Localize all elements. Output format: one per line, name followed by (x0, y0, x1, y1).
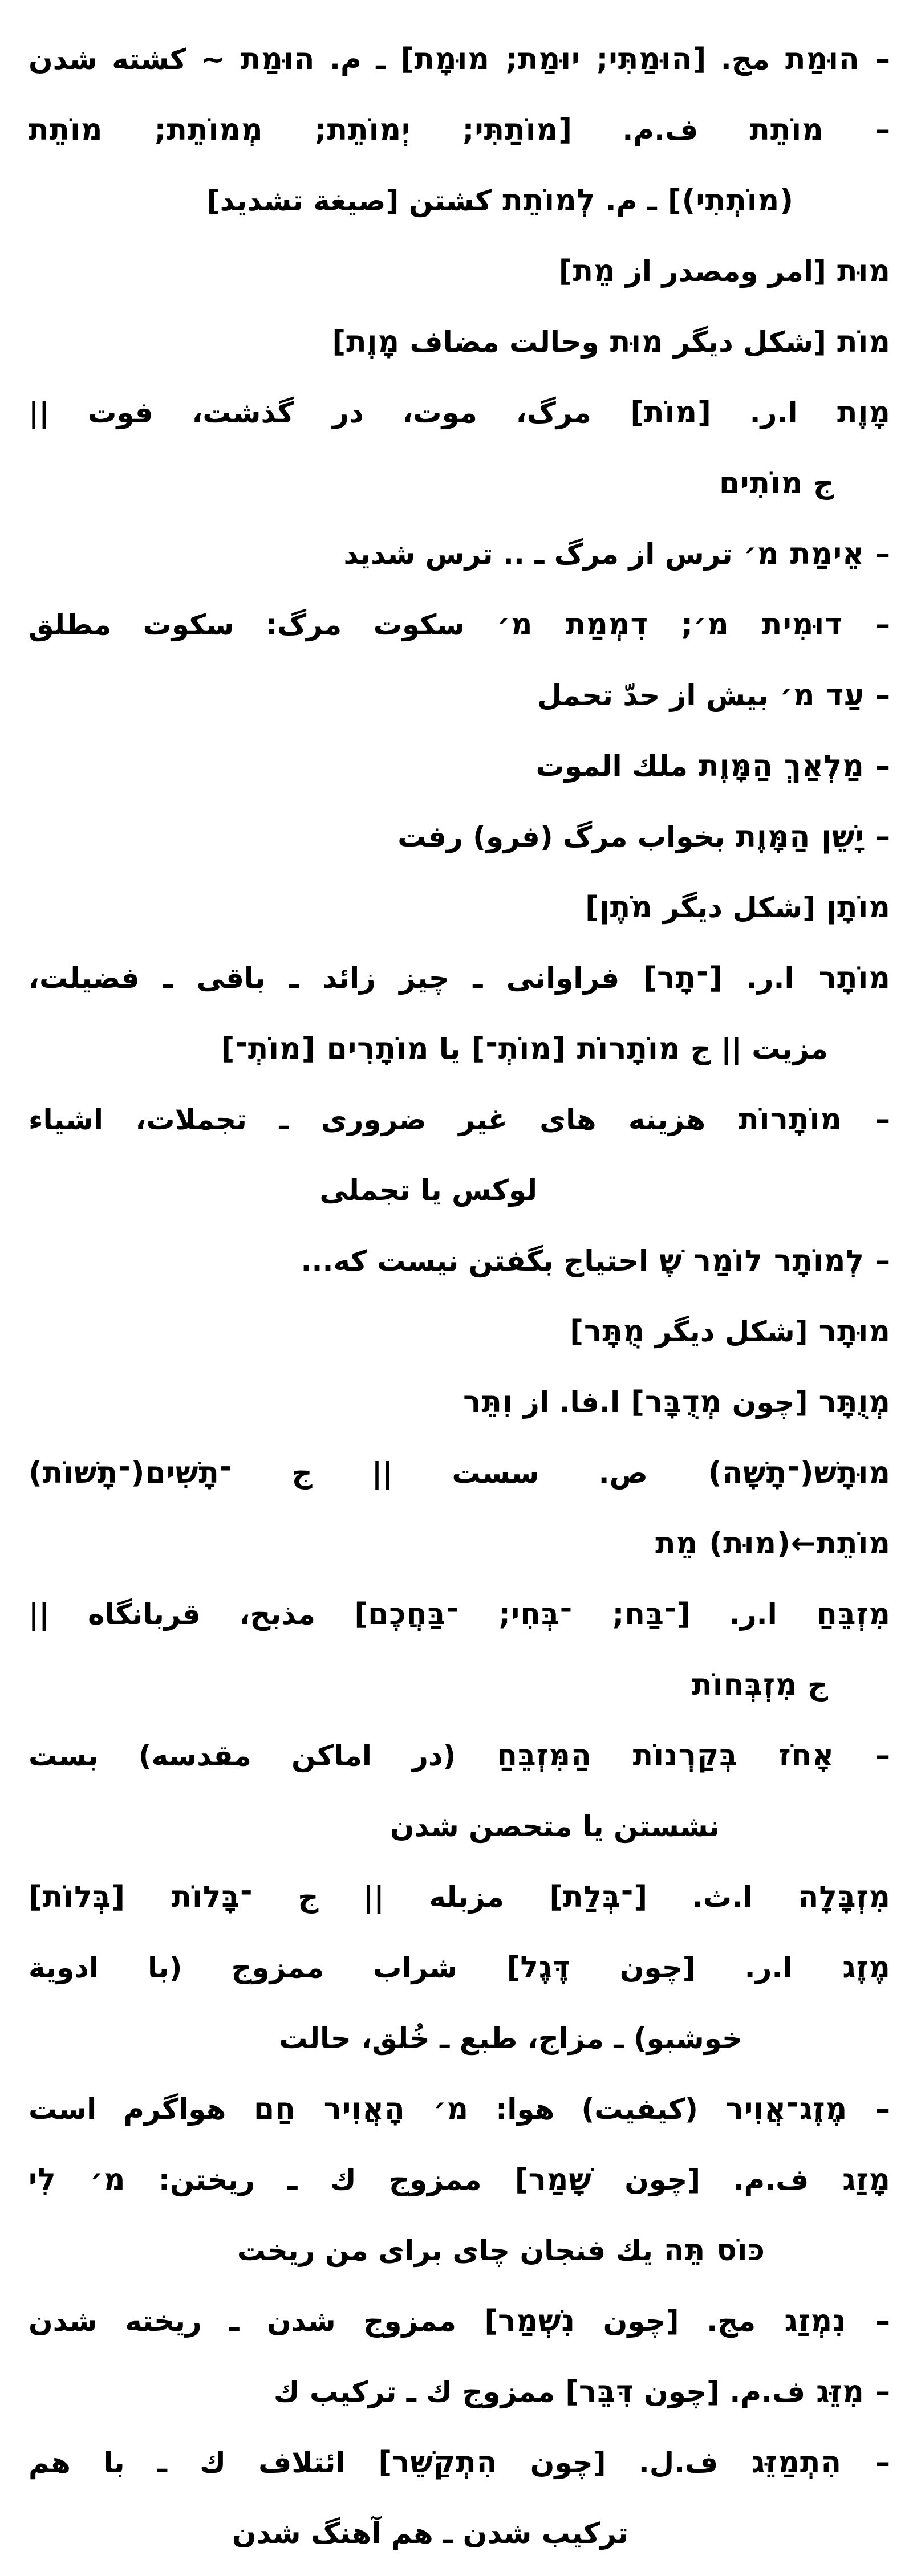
persian-text: ممزوج ك ـ تركيب ك (273, 2375, 555, 2408)
hebrew-text: מְדֻבָּר] (620, 1385, 723, 1419)
persian-text: سكوت مرگ: سكوت مطلق (29, 608, 465, 641)
hebrew-text: – מַלְאַךְ הַמָּוֶת (687, 749, 891, 783)
hebrew-text: מִזְבֵּחַ (777, 1597, 891, 1631)
persian-text: ـ م. (315, 43, 386, 76)
subentry-line (29, 519, 891, 589)
persian-text: ج (797, 1669, 828, 1702)
hebrew-text: מוּת (599, 325, 664, 359)
persian-text: ص. سست || ج (232, 1456, 648, 1490)
subentry-line (29, 24, 891, 95)
persian-text: مج. (706, 43, 770, 76)
persian-text: مج. [چون (575, 2305, 756, 2338)
hebrew-text: מָוֶת (797, 396, 891, 430)
entry-line (29, 1579, 891, 1650)
hebrew-text: – נִמְזַג (756, 2304, 891, 2338)
subentry-line (29, 2427, 891, 2498)
entry-line (29, 1862, 891, 1932)
hebrew-text: – עַד מ׳ (768, 678, 891, 713)
persian-text: يك فنجان چاى براى من ريخت (237, 2234, 653, 2267)
entry-line (29, 872, 891, 943)
hebrew-text: מוֹת (826, 325, 891, 359)
continuation-line (29, 2003, 742, 2074)
continuation-line (29, 448, 834, 519)
persian-text: ا.ر. (691, 1598, 777, 1631)
persian-text: ف.م. (571, 113, 699, 146)
hebrew-text: מוֹתָרִים [מוֹתְ־] (221, 1032, 429, 1066)
persian-text: ج (803, 467, 834, 500)
hebrew-text: וִתֵּר (463, 1385, 513, 1419)
persian-text: ا.ث. (647, 1881, 753, 1914)
entry-line (29, 377, 891, 448)
hebrew-text: כּוֹס תֵּה (652, 2233, 765, 2268)
hebrew-text: – יָשֵׁן הַמָּוֶת (725, 820, 891, 854)
persian-text: [امر ومصدر از (615, 255, 826, 288)
hebrew-text: מוּת (826, 254, 891, 288)
hebrew-text: הוּמַת (225, 42, 315, 76)
continuation-line (29, 2498, 628, 2569)
persian-text: فراوانى ـ چيز زائد ـ باقى ـ فضيلت، (29, 962, 620, 995)
persian-text: ـ م. (595, 184, 657, 217)
persian-text: (كيفيت) هوا: (469, 2093, 698, 2126)
persian-text: مزبله || ج (253, 1881, 504, 1914)
hebrew-text: מוֹתָרוֹת [מוֹתְ־] (460, 1032, 681, 1066)
hebrew-text: מוֹתֵת←(מוּת) מֵת (655, 1527, 891, 1561)
persian-text: [شكل ديگر (652, 891, 816, 924)
persian-text: ا.ر. [چون (570, 1951, 793, 1984)
hebrew-text: – מֶזֶג־אֲוִיר (697, 2092, 891, 2126)
hebrew-text: מוֹתָן (815, 890, 891, 925)
subentry-line (29, 1720, 891, 1791)
hebrew-text: – מוֹתֵת (698, 113, 891, 147)
hebrew-text: – מִזֵּג (805, 2375, 891, 2409)
hebrew-text: מ׳ הָאֲוִיר חַם (226, 2092, 469, 2126)
continuation-line (29, 1791, 720, 1862)
persian-text: ممزوج ك ـ ريختن: (125, 2163, 482, 2196)
continuation-line (29, 1014, 828, 1084)
persian-text: يا (429, 1032, 461, 1065)
hebrew-text: דֶּגֶל] (457, 1951, 571, 1985)
subentry-line (29, 2286, 891, 2357)
hebrew-text: מָוֶת] (332, 325, 400, 359)
persian-text: مرگ، موت، در گذشت، فوت || (29, 396, 591, 429)
subentry-line (29, 1084, 891, 1155)
hebrew-text: מוֹתִים (719, 466, 804, 500)
persian-text: شراب ممزوج (با ادوية (29, 1951, 457, 1984)
hebrew-text: מֶזֶג (792, 1951, 891, 1985)
continuation-line (29, 1650, 828, 1720)
entry-line (29, 1932, 891, 2003)
subentry-line (29, 731, 891, 801)
subentry-line (29, 801, 891, 872)
persian-text: هزينه هاى غير ضرورى ـ تجملات، اشياء (29, 1103, 706, 1136)
hebrew-text: ־בָּלוֹת [בְּלוֹת] (29, 1880, 253, 1914)
entry-line (29, 1296, 891, 1367)
entry-line (29, 943, 891, 1014)
persian-text: ا.ر. (711, 396, 798, 429)
persian-text: ~ كشته شدن (29, 43, 225, 76)
persian-text: ملك الموت (535, 750, 688, 783)
persian-text: [چون (722, 1386, 808, 1419)
persian-text: ف.م. [چون (634, 2375, 806, 2408)
entry-line (29, 1438, 891, 1508)
hebrew-text: הִתְקַשֵּׁר] (345, 2445, 498, 2480)
hebrew-text: (מוֹתְתִי)] (656, 184, 794, 218)
hebrew-text: דִּבֵּר] (555, 2375, 634, 2409)
continuation-line (29, 165, 794, 236)
hebrew-text: [־בַּח; ־בְּחִי; ־בַּחֲכֶם] (315, 1597, 691, 1631)
hebrew-text: מֵת] (558, 254, 616, 288)
subentry-line (29, 2357, 891, 2427)
persian-text: ف.ل. [چون (497, 2446, 719, 2479)
hebrew-text: מוּתָר (808, 1315, 891, 1349)
persian-text: [شكل ديگر (663, 325, 826, 359)
hebrew-text: מָזַג (809, 2163, 891, 2197)
hebrew-text: – אָחֹז בְּקַרְנוֹת הַמִּזְבֵּחַ (456, 1739, 891, 1773)
persian-text: ترس از مرگ ـ .. ترس شديد (343, 538, 733, 571)
hebrew-text: מֻתָּר] (570, 1315, 646, 1349)
subentry-line (29, 1226, 891, 1296)
persian-text: مذبح، قربانگاه || (29, 1598, 315, 1631)
persian-text: لوكس يا تجملى (319, 1174, 537, 1207)
hebrew-text: – הוּמַת (769, 42, 891, 76)
hebrew-text: [הוּמַתִּי; יוּמַת; מוּמָת] (386, 42, 707, 76)
persian-text: نشستن يا متحصن شدن (389, 1810, 720, 1843)
hebrew-text: מוֹתָר (794, 961, 891, 995)
hebrew-text: [־בְּלַת] (504, 1880, 648, 1914)
persian-text: هواگرم است (29, 2093, 226, 2126)
persian-text: وحالت مضاف (400, 325, 599, 359)
hebrew-text: מוּתָשׁ(־תָשָׁה) (647, 1456, 891, 1490)
subentry-line (29, 660, 891, 731)
entry-line (29, 307, 891, 377)
persian-text: بخواب مرگ (فرو) رفت (397, 820, 725, 853)
hebrew-text: מִזְבָּלָה (752, 1880, 891, 1914)
hebrew-text: נִשְׁמַר] (456, 2304, 576, 2338)
persian-text: (در اماكن مقدسه) بست (29, 1739, 456, 1772)
hebrew-text: מִזְבְּחוֹת (692, 1668, 798, 1702)
hebrew-text: – אֵימַת מ׳ (732, 537, 891, 571)
hebrew-text: – דוּמִית מ׳; דִמְמַת מ׳ (464, 608, 891, 642)
hebrew-text: – לְמוֹתָר לוֹמַר שֶׁ (648, 1244, 891, 1278)
hebrew-text: מ׳ לִי (29, 2163, 126, 2197)
hebrew-text: לְמוֹתֵת (492, 184, 596, 218)
continuation-line (29, 2215, 765, 2286)
hebrew-text: ־תָשִׁים(־תָשׁוֹת) (29, 1456, 233, 1490)
persian-text: مزيت || ج (680, 1032, 828, 1065)
persian-text: كشتن [صيغة تشديد] (206, 184, 492, 217)
hebrew-text: שָׁמַר] (481, 2163, 592, 2197)
hebrew-text: – הִתְמַזֵּג (718, 2445, 891, 2480)
entry-line (29, 2144, 891, 2215)
persian-text: تركيب شدن ـ هم آهنگ شدن (232, 2517, 628, 2550)
hebrew-text: – מוֹתָרוֹת (705, 1102, 891, 1137)
persian-text: ا.ر. (723, 962, 794, 995)
hebrew-text: מֹתֶן] (585, 890, 653, 925)
persian-text: ا.فا. از (513, 1386, 620, 1419)
persian-text: ممزوج شدن ـ ريخته شدن (29, 2305, 457, 2338)
hebrew-text: [־תָר] (619, 961, 723, 995)
entry-line (29, 1367, 891, 1438)
entry-line (29, 1508, 891, 1579)
entry-line (29, 236, 891, 307)
persian-text: احتياج بگفتن نيست كه... (301, 1244, 649, 1277)
persian-text: [شكل ديگر (645, 1315, 808, 1348)
subentry-line (29, 95, 891, 165)
hebrew-text: [מוֹתַתִּי; יְמוֹתֵת; מְמוֹתֵת; מוֹתֵת (29, 113, 572, 147)
persian-text: ف.م. [چون (591, 2163, 809, 2196)
persian-text: ائتلاف ك ـ با هم (29, 2446, 346, 2479)
continuation-line (29, 1155, 537, 1226)
hebrew-text: [מוֹת] (591, 396, 711, 430)
subentry-line (29, 2074, 891, 2144)
subentry-line (29, 589, 891, 660)
persian-text: بيش از حدّ تحمل (537, 679, 769, 712)
persian-text: خوشبو) ـ مزاج، طبع ـ خُلق، حالت (279, 2022, 742, 2055)
hebrew-text: מְוֻתָּר (808, 1385, 891, 1419)
